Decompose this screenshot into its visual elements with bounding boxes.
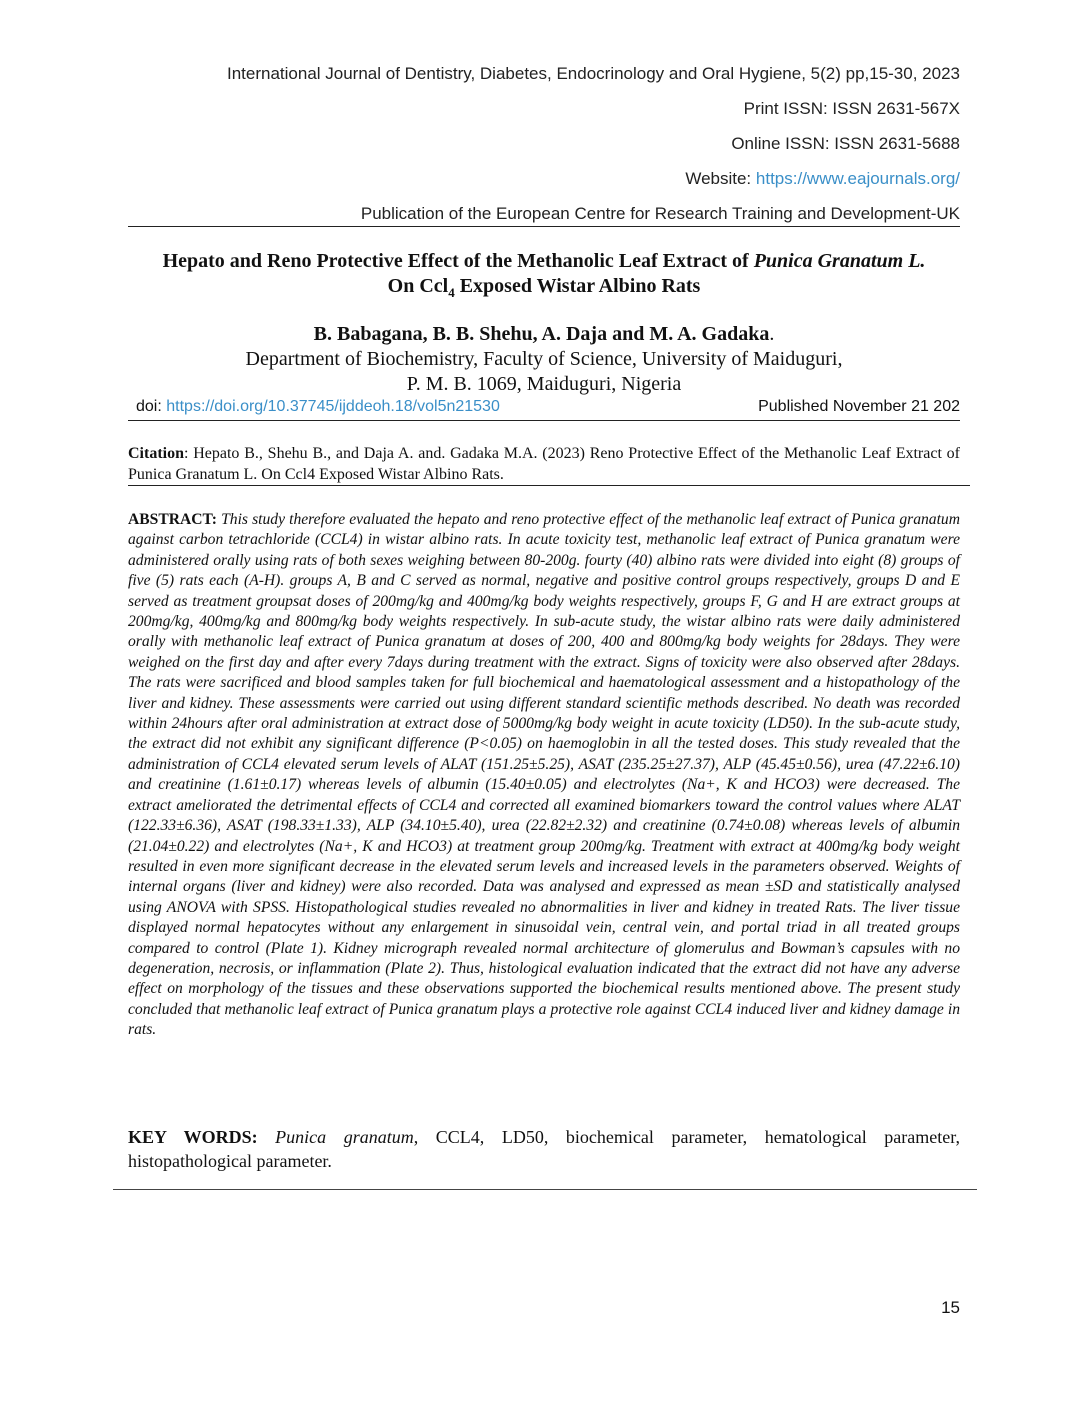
journal-header: International Journal of Dentistry, Diabetes, Endocrinology and Oral Hygiene, 5(2) pp,15-30, 2023 (226, 64, 960, 83)
author-names: B. Babagana, B. B. Shehu, A. Daja and M. A. Gadaka (313, 323, 770, 345)
abstract (128, 510, 960, 1041)
publisher-line: Publication of the European Centre for Research Training and Development-UK (360, 204, 960, 223)
citation-text: : Hepato B., Shehu B., and Daja A. and. Gadaka M.A. (2023) Reno Protective Effect of the Methanolic Leaf Extract of Punica Granatum L. On Ccl4 Exposed Wistar Albino Rats. (128, 445, 960, 483)
keywords-text: , CCL4, LD50, biochemical parameter, hematological parameter, histopathological parameter. (128, 1127, 960, 1171)
paper-title-line2 (128, 274, 960, 305)
published-date: Published November 21 202 (758, 398, 960, 415)
title-species: Punica Granatum L. (753, 250, 926, 272)
print-issn: Print ISSN: ISSN 2631-567X (743, 99, 960, 118)
title-text: Hepato and Reno Protective Effect of the Methanolic Leaf Extract of (162, 250, 754, 272)
title-text-3: Exposed Wistar Albino Rats (454, 275, 701, 297)
header-divider (128, 226, 960, 227)
abstract-label: ABSTRACT: (128, 511, 217, 528)
affiliation-line2: P. M. B. 1069, Maiduguri, Nigeria (406, 373, 682, 395)
website-line (685, 169, 960, 189)
affiliation-line1: Department of Biochemistry, Faculty of Science, University of Maiduguri, (245, 348, 843, 370)
keywords (128, 1125, 960, 1173)
doi-divider (128, 420, 960, 421)
doi-link[interactable]: https://doi.org/10.37745/ijddeoh.18/vol5n21530 (166, 398, 500, 415)
online-issn: Online ISSN: ISSN 2631-5688 (731, 134, 960, 153)
author-list: B. Babagana, B. B. Shehu, A. Daja and M. A. Gadaka. (313, 323, 775, 345)
doi-row (128, 396, 960, 420)
website-link[interactable]: https://www.eajournals.org/ (755, 169, 960, 188)
abstract-text: This study therefore evaluated the hepato and reno protective effect of the methanolic leaf extract of Punica granatum against carbon tetrachloride (CCL4) in wistar albino rats. In acute toxicity test, methanolic leaf extract of Punica granatum were administered orally using rats of both sexes weighing between 80-200g. fourty (40) albino rats were divided into eight (8) groups of five (5) rats each (A-H). groups A, B and C served as normal, negative and positive control groups respectively, groups D and E served as treatment groupsat doses of 200mg/kg and 400mg/kg body weights respectively, groups F, G and H are extract groups at 200mg/kg, 400mg/kg and 800mg/kg body weights respectively. In sub-acute study, the wistar albino rats were daily administered orally with methanolic leaf extract of Punica granatum at doses of 200, 400 and 800mg/kg body weights for 28days. They were weighed on the first day and after every 7days during treatment with the extract. Signs of toxicity were also observed after 28days. The rats were sacrificed and blood samples taken for full biochemical and haematological assessment and a histopathology of the liver and kidney. These assessments were carried out using different standard scientific methods described. No death was recorded within 24hours after oral administration at extract dose of 5000mg/kg body weight in acute toxicity (LD50). In the sub-acute study, the extract did not exhibit any significant difference (P<0.05) on haemoglobin in all the tested doses. This study revealed that the administration of CCL4 elevated serum levels of ALAT (151.25±5.25), ASAT (235.25±27.37), ALP (45.45±0.56), urea (47.22±6.10) and creatinine (1.61±0.17) whereas levels of albumin (15.40±0.05) and electrolytes (Na+, K and HCO3) were decreased. The extract ameliorated the detrimental effects of CCL4 and corrected all examined biomarkers toward the control values where ALAT (122.33±6.36), ASAT (198.33±1.33), ALP (34.10±5.40), urea (22.82±2.32) and creatinine (0.74±0.08) whereas levels of albumin (21.04±0.22) and electrolytes (Na+, K and HCO3) at treatment group 200mg/kg. Treatment with extract at 400mg/kg body weight resulted in even more significant decrease in the elevated serum levels and increased levels in the parameters observed. Weights of internal organs (liver and kidney) were also recorded. Data was analysed and expressed as mean ±SD and statistically analysed using ANOVA with SPSS. Histopathological studies revealed no abnormalities in liver and kidney in treated Rats. The liver tissue displayed normal hepatocytes without any enlargement in sinusoidal vein, central vein, and portal triad in all treated groups compared to control (Plate 1). Kidney micrograph revealed normal architecture of glomerulus and Bowman’s capsules with no degeneration, necrosis, or inflammation (Plate 2). Thus, histological evaluation indicated that the extract did not have any adverse effect on morphology of the tissues and these observations supported the biochemical results mentioned above. The present study concluded that methanolic leaf extract of Punica granatum plays a protective role against CCL4 induced liver and kidney damage in rats. (128, 511, 960, 1039)
keywords-label: KEY WORDS: (128, 1127, 258, 1147)
website-label: Website: (685, 169, 756, 188)
title-text-2: On Ccl (387, 275, 449, 297)
keywords-species: Punica granatum (275, 1127, 414, 1147)
citation-divider (128, 485, 970, 486)
page-number: 15 (941, 1298, 960, 1317)
citation (128, 443, 960, 485)
footer-divider (113, 1189, 977, 1190)
citation-label: Citation (128, 445, 184, 462)
doi-label: doi: (136, 398, 167, 415)
doi (136, 396, 500, 418)
title-subscript: 4 (448, 285, 455, 300)
paper-title-line1 (128, 249, 960, 274)
